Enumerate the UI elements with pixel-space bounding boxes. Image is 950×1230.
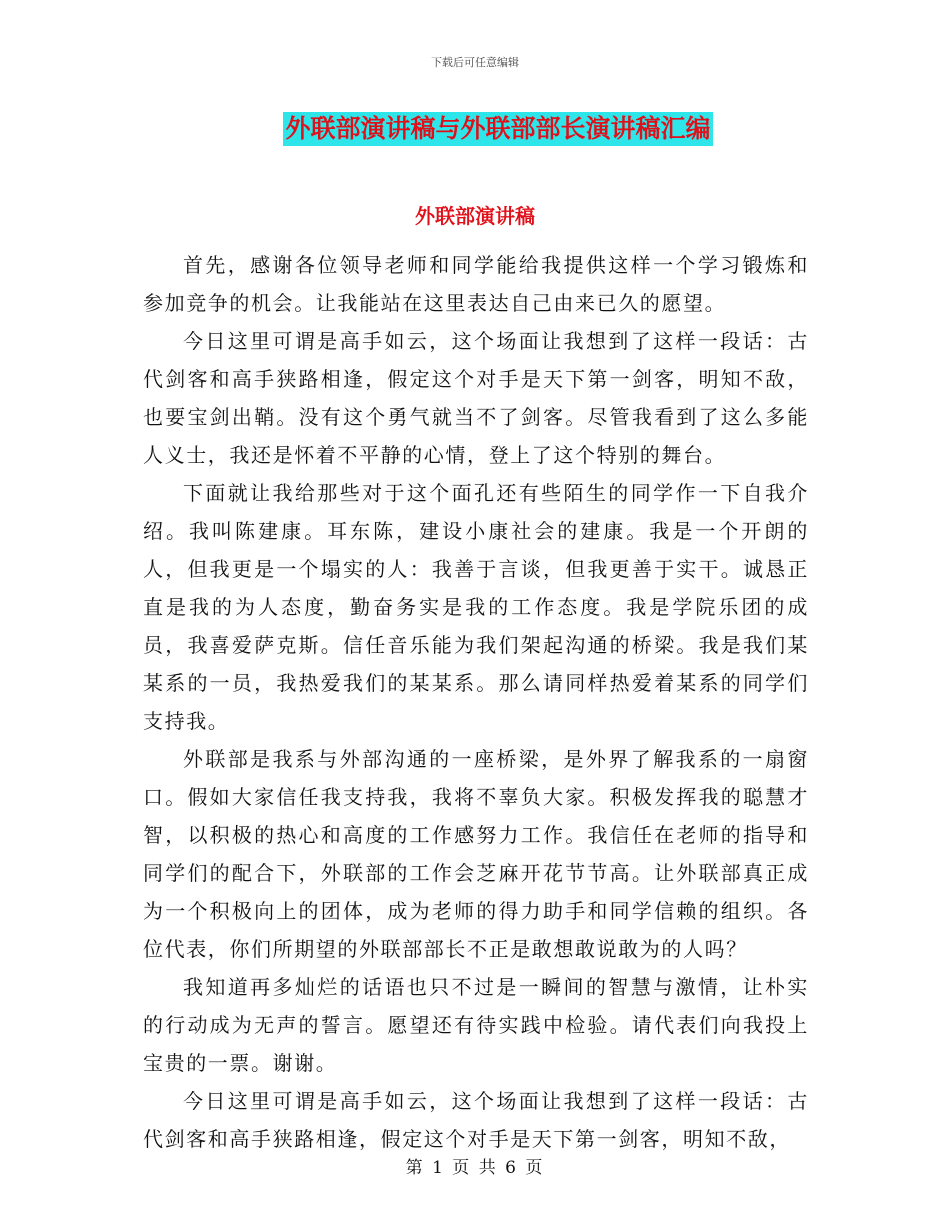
- paragraph: 下面就让我给那些对于这个面孔还有些陌生的同学作一下自我介绍。我叫陈建康。耳东陈，建设小康社会的建康。我是一个开朗的人，但我更是一个塌实的人：我善于言谈，但我更善于实干。诚恳正直是我的为人态度，勤奋务实是我的工作态度。我是学院乐团的成员，我喜爱萨克斯。信任音乐能为我们架起沟通的桥梁。我是我们某某系的一员，我热爱我们的某某系。那么请同样热爱着某系的同学们支持我。: [143, 481, 809, 733]
- paragraph: 我知道再多灿烂的话语也只不过是一瞬间的智慧与激情，让朴实的行动成为无声的誓言。愿望还有待实践中检验。请代表们向我投上宝贵的一票。谢谢。: [143, 975, 809, 1075]
- document-body: [143, 246, 809, 1158]
- document-title-container: [0, 112, 950, 146]
- paragraph: 今日这里可谓是高手如云，这个场面让我想到了这样一段话：古代剑客和高手狭路相逢，假定这个对手是天下第一剑客，明知不敌，: [143, 1089, 809, 1151]
- paragraph: 首先，感谢各位领导老师和同学能给我提供这样一个学习锻炼和参加竞争的机会。让我能站在这里表达自己由来已久的愿望。: [143, 253, 809, 315]
- paragraph: 今日这里可谓是高手如云，这个场面让我想到了这样一段话：古代剑客和高手狭路相逢，假定这个对手是天下第一剑客，明知不敌，也要宝剑出鞘。没有这个勇气就当不了剑客。尽管我看到了这么多能人义士，我还是怀着不平静的心情，登上了这个特别的舞台。: [143, 329, 809, 467]
- page-number-footer: 第 1 页 共 6 页: [405, 1158, 545, 1178]
- document-title: 外联部演讲稿与外联部部长演讲稿汇编: [283, 112, 712, 146]
- paragraph: 外联部是我系与外部沟通的一座桥梁，是外界了解我系的一扇窗口。假如大家信任我支持我，我将不辜负大家。积极发挥我的聪慧才智，以积极的热心和高度的工作感努力工作。我信任在老师的指导和同学们的配合下，外联部的工作会芝麻开花节节高。让外联部真正成为一个积极向上的团体，成为老师的得力助手和同学信赖的组织。各位代表，你们所期望的外联部部长不正是敢想敢说敢为的人吗？: [143, 747, 809, 961]
- page-header-note: 下载后可任意编辑: [431, 56, 519, 69]
- section-title: 外联部演讲稿: [415, 204, 535, 228]
